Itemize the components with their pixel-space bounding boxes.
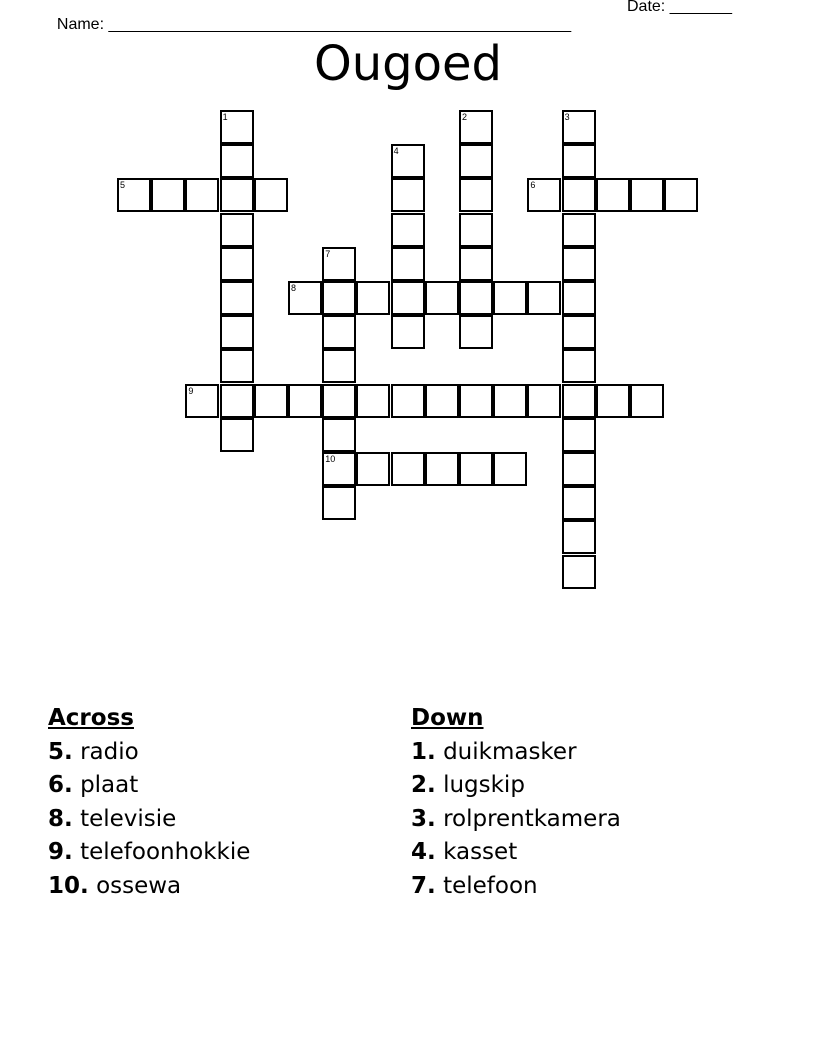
grid-cell[interactable] bbox=[391, 384, 425, 418]
grid-cell[interactable] bbox=[391, 213, 425, 247]
grid-cell[interactable] bbox=[664, 178, 698, 212]
grid-cell[interactable] bbox=[322, 452, 356, 486]
grid-cell[interactable] bbox=[562, 452, 596, 486]
grid-cell[interactable] bbox=[630, 384, 664, 418]
grid-cell[interactable] bbox=[322, 384, 356, 418]
across-clue bbox=[48, 836, 250, 870]
grid-cell[interactable] bbox=[254, 178, 288, 212]
down-clue bbox=[411, 836, 621, 870]
grid-cell[interactable] bbox=[391, 315, 425, 349]
grid-cell[interactable] bbox=[220, 247, 254, 281]
grid-cell[interactable] bbox=[220, 281, 254, 315]
grid-cell[interactable] bbox=[185, 384, 219, 418]
clue-number: 10. bbox=[48, 872, 89, 899]
grid-cell[interactable] bbox=[322, 349, 356, 383]
clue-text: televisie bbox=[80, 805, 177, 832]
grid-cell[interactable] bbox=[322, 281, 356, 315]
grid-cell[interactable] bbox=[322, 486, 356, 520]
cell-number: 9 bbox=[188, 385, 194, 396]
grid-cell[interactable] bbox=[527, 178, 561, 212]
grid-cell[interactable] bbox=[391, 281, 425, 315]
grid-cell[interactable] bbox=[459, 384, 493, 418]
grid-cell[interactable] bbox=[459, 452, 493, 486]
grid-cell[interactable] bbox=[459, 315, 493, 349]
grid-cell[interactable] bbox=[356, 281, 390, 315]
grid-cell[interactable] bbox=[220, 349, 254, 383]
grid-cell[interactable] bbox=[459, 178, 493, 212]
grid-cell[interactable] bbox=[391, 247, 425, 281]
grid-cell[interactable] bbox=[562, 520, 596, 554]
cell-number: 8 bbox=[291, 283, 297, 293]
down-heading: Down bbox=[411, 705, 484, 731]
clue-number: 6. bbox=[48, 772, 73, 799]
clue-number: 3. bbox=[411, 805, 436, 832]
grid-cell[interactable] bbox=[220, 315, 254, 349]
grid-cell[interactable] bbox=[562, 247, 596, 281]
cell-number: 7 bbox=[325, 248, 331, 259]
across-heading: Across bbox=[48, 705, 134, 731]
cell-number: 4 bbox=[393, 146, 399, 157]
clue-number: 8. bbox=[48, 805, 73, 832]
grid-cell[interactable] bbox=[493, 384, 527, 418]
grid-cell[interactable] bbox=[151, 178, 185, 212]
clue-text: plaat bbox=[80, 772, 139, 799]
grid-cell[interactable] bbox=[562, 555, 596, 589]
grid-cell[interactable] bbox=[459, 247, 493, 281]
clue-text: lugskip bbox=[443, 772, 525, 799]
clue-number: 1. bbox=[411, 738, 436, 765]
grid-cell[interactable] bbox=[562, 178, 596, 212]
grid-cell[interactable] bbox=[322, 247, 356, 281]
down-clue bbox=[411, 803, 621, 837]
grid-cell[interactable] bbox=[185, 178, 219, 212]
grid-cell[interactable] bbox=[220, 213, 254, 247]
grid-cell[interactable] bbox=[562, 486, 596, 520]
clue-text: rolprentkamera bbox=[443, 805, 621, 832]
grid-cell[interactable] bbox=[322, 418, 356, 452]
grid-cell[interactable] bbox=[391, 178, 425, 212]
grid-cell[interactable] bbox=[562, 213, 596, 247]
grid-cell[interactable] bbox=[220, 178, 254, 212]
grid-cell[interactable] bbox=[493, 281, 527, 315]
cell-number: 3 bbox=[564, 112, 570, 122]
down-clue bbox=[411, 769, 621, 803]
grid-cell[interactable] bbox=[288, 384, 322, 418]
across-clue bbox=[48, 769, 250, 803]
grid-cell[interactable] bbox=[356, 452, 390, 486]
cell-number: 10 bbox=[325, 454, 336, 464]
cell-number: 5 bbox=[120, 180, 126, 191]
grid-cell[interactable] bbox=[596, 384, 630, 418]
down-clue bbox=[411, 736, 621, 770]
grid-cell[interactable] bbox=[493, 452, 527, 486]
name-field[interactable]: Name: ____________________________________________________ bbox=[56, 16, 572, 33]
clue-text: ossewa bbox=[96, 872, 182, 899]
grid-cell[interactable] bbox=[391, 144, 425, 178]
grid-cell[interactable] bbox=[527, 281, 561, 315]
down-clues bbox=[411, 702, 621, 904]
grid-cell[interactable] bbox=[527, 384, 561, 418]
grid-cell[interactable] bbox=[562, 281, 596, 315]
down-clue bbox=[411, 870, 621, 904]
clue-number: 9. bbox=[48, 839, 73, 866]
grid-cell[interactable] bbox=[220, 418, 254, 452]
grid-cell[interactable] bbox=[562, 144, 596, 178]
grid-cell[interactable] bbox=[562, 418, 596, 452]
grid-cell[interactable] bbox=[596, 178, 630, 212]
across-clue bbox=[48, 803, 250, 837]
grid-cell[interactable] bbox=[630, 178, 664, 212]
grid-cell[interactable] bbox=[288, 281, 322, 315]
clue-number: 5. bbox=[48, 738, 73, 765]
grid-cell[interactable] bbox=[220, 144, 254, 178]
clue-number: 2. bbox=[411, 772, 436, 799]
clue-number: 4. bbox=[411, 839, 436, 866]
grid-cell[interactable] bbox=[459, 213, 493, 247]
clue-number: 7. bbox=[411, 872, 436, 899]
grid-cell[interactable] bbox=[425, 452, 459, 486]
grid-cell[interactable] bbox=[459, 144, 493, 178]
across-clues bbox=[48, 702, 250, 904]
grid-cell[interactable] bbox=[562, 110, 596, 144]
grid-cell[interactable] bbox=[322, 315, 356, 349]
grid-cell[interactable] bbox=[425, 384, 459, 418]
clue-text: telefoonhokkie bbox=[80, 839, 251, 866]
grid-cell[interactable] bbox=[425, 281, 459, 315]
cell-number: 1 bbox=[222, 112, 228, 122]
grid-cell[interactable] bbox=[562, 315, 596, 349]
clue-text: radio bbox=[80, 738, 139, 765]
grid-cell[interactable] bbox=[220, 110, 254, 144]
date-field[interactable]: Date: _______ bbox=[627, 0, 732, 15]
grid-cell[interactable] bbox=[391, 452, 425, 486]
grid-cell[interactable] bbox=[562, 349, 596, 383]
grid-cell[interactable] bbox=[459, 281, 493, 315]
grid-cell[interactable] bbox=[117, 178, 151, 212]
grid-cell[interactable] bbox=[220, 384, 254, 418]
page-title: Ougoed bbox=[313, 36, 503, 92]
grid-cell[interactable] bbox=[562, 384, 596, 418]
grid-cell[interactable] bbox=[254, 384, 288, 418]
cell-number: 6 bbox=[530, 180, 536, 191]
clue-text: kasset bbox=[443, 839, 518, 866]
grid-cell[interactable] bbox=[356, 384, 390, 418]
clue-text: duikmasker bbox=[443, 738, 577, 765]
cell-number: 2 bbox=[462, 112, 468, 122]
across-clue bbox=[48, 736, 250, 770]
clue-text: telefoon bbox=[443, 872, 538, 899]
grid-cell[interactable] bbox=[459, 110, 493, 144]
across-clue bbox=[48, 870, 250, 904]
